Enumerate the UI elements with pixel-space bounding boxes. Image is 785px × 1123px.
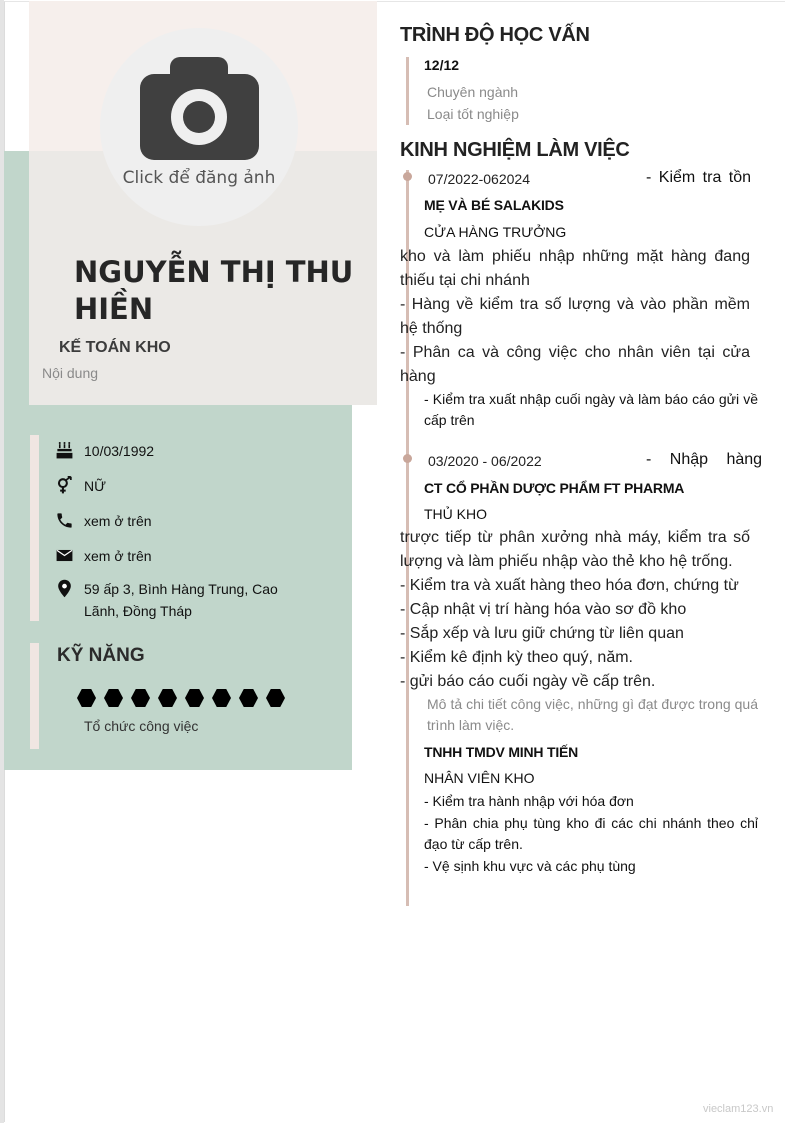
- gender-icon: [55, 476, 74, 495]
- job-description-line[interactable]: - Kiểm tra và xuất hàng theo hóa đơn, chứng từ: [400, 577, 739, 594]
- skill-level-hexagon-icon[interactable]: [77, 689, 96, 707]
- job-date[interactable]: 03/2020 - 06/2022: [428, 453, 542, 469]
- phone-icon: [55, 511, 74, 530]
- email-icon: [55, 546, 74, 565]
- job-inline-text[interactable]: - Nhập hàng: [646, 451, 763, 468]
- sidebar-green-strip: [4, 151, 29, 405]
- address-value[interactable]: 59 ấp 3, Bình Hàng Trung, Cao Lãnh, Đồng Tháp: [84, 581, 278, 619]
- cake-icon: [55, 441, 74, 460]
- job-role[interactable]: CỬA HÀNG TRƯỞNG: [424, 224, 567, 240]
- job-inline-text[interactable]: - Kiểm tra tồn: [646, 169, 752, 186]
- contact-gender: [55, 475, 294, 497]
- skill-name[interactable]: Tổ chức công việc: [84, 718, 199, 734]
- job-role[interactable]: NHÂN VIÊN KHO: [424, 770, 535, 786]
- job-role[interactable]: THỦ KHO: [424, 506, 487, 522]
- contact-email: [55, 545, 294, 567]
- contact-birthday: [55, 440, 294, 462]
- job-company[interactable]: MẸ VÀ BÉ SALAKIDS: [424, 197, 564, 213]
- skill-level-hexagon-icon[interactable]: [212, 689, 231, 707]
- job-description-line[interactable]: - Sắp xếp và lưu giữ chứng từ liên quan: [400, 625, 684, 642]
- job-company[interactable]: TNHH TMDV MINH TIẾN: [424, 744, 579, 760]
- job-description-line[interactable]: - Phân ca và công việc cho nhân viên tại cửa hàng: [400, 344, 750, 385]
- job-description-line[interactable]: - gửi báo cáo cuối ngày về cấp trên.: [400, 673, 656, 690]
- skills-heading[interactable]: KỸ NĂNG: [57, 645, 145, 666]
- job-description-line[interactable]: - Cập nhật vị trí hàng hóa vào sơ đồ kho: [400, 601, 687, 618]
- skill-level-hexagon-icon[interactable]: [104, 689, 123, 707]
- skill-level-hexagon-icon[interactable]: [185, 689, 204, 707]
- timeline-dot: [403, 454, 412, 463]
- location-icon: [55, 579, 74, 598]
- job-company[interactable]: CT CỔ PHẦN DƯỢC PHẨM FT PHARMA: [424, 480, 685, 496]
- job-description-line[interactable]: kho và làm phiếu nhập những mặt hàng đang thiếu tại chi nhánh: [400, 248, 750, 289]
- education-heading[interactable]: TRÌNH ĐỘ HỌC VẤN: [400, 24, 590, 46]
- email-value[interactable]: xem ở trên: [84, 548, 152, 564]
- job-description-small[interactable]: - Kiểm tra xuất nhập cuối ngày và làm báo cáo gửi về cấp trên: [424, 391, 758, 428]
- job-position[interactable]: KẾ TOÁN KHO: [59, 339, 171, 356]
- education-date[interactable]: 12/12: [424, 57, 460, 73]
- education-timeline: [406, 57, 409, 125]
- education-major[interactable]: Chuyên ngành: [427, 84, 519, 100]
- avatar-upload-label[interactable]: Click để đăng ảnh: [122, 168, 276, 188]
- skill-level-hexagon-icon[interactable]: [239, 689, 258, 707]
- timeline-dot: [403, 172, 412, 181]
- intro-text[interactable]: Nội dung: [42, 365, 99, 381]
- watermark: vieclam123.vn: [703, 1103, 774, 1115]
- gender-value[interactable]: NỮ: [84, 478, 107, 494]
- job-description-small[interactable]: - Vệ sịnh khu vực và các phụ tùng: [424, 858, 636, 874]
- job-description-line[interactable]: - Hàng về kiểm tra số lượng và vào phần mềm hệ thống: [400, 296, 750, 337]
- phone-value[interactable]: xem ở trên: [84, 513, 152, 529]
- job-description-small[interactable]: - Phân chia phụ tùng kho đi các chi nhánh theo chỉ đạo từ cấp trên.: [424, 815, 758, 852]
- skill-level-hexagon-icon[interactable]: [266, 689, 285, 707]
- contact-phone: [55, 510, 294, 532]
- birthday-value[interactable]: 10/03/1992: [84, 443, 155, 459]
- job-date[interactable]: 07/2022-062024: [428, 171, 530, 187]
- contact-address: [55, 578, 294, 622]
- education-grade[interactable]: Loại tốt nghiệp: [427, 106, 519, 122]
- skill-level-hexagon-icon[interactable]: [158, 689, 177, 707]
- job-description-line[interactable]: trược tiếp từ phân xưởng nhà máy, kiểm tra số lượng và làm phiếu nhập vào thẻ kho hệ trống.: [400, 529, 750, 570]
- job-description-line[interactable]: - Kiểm kê định kỳ theo quý, năm.: [400, 649, 633, 666]
- skill-level-rating[interactable]: [77, 689, 285, 707]
- job-description-placeholder[interactable]: Mô tả chi tiết công việc, những gì đạt được trong quá trình làm việc.: [427, 696, 758, 733]
- camera-lens-icon: [171, 89, 227, 145]
- experience-heading[interactable]: KINH NGHIỆM LÀM VIỆC: [400, 139, 630, 161]
- job-description-small[interactable]: - Kiểm tra hành nhập với hóa đơn: [424, 793, 634, 809]
- skill-level-hexagon-icon[interactable]: [131, 689, 150, 707]
- full-name[interactable]: NGUYỄN THỊ THU HIỀN: [74, 255, 354, 326]
- contact-accent-bar: [30, 435, 39, 621]
- avatar-upload[interactable]: [100, 28, 298, 226]
- skills-accent-bar: [30, 643, 39, 749]
